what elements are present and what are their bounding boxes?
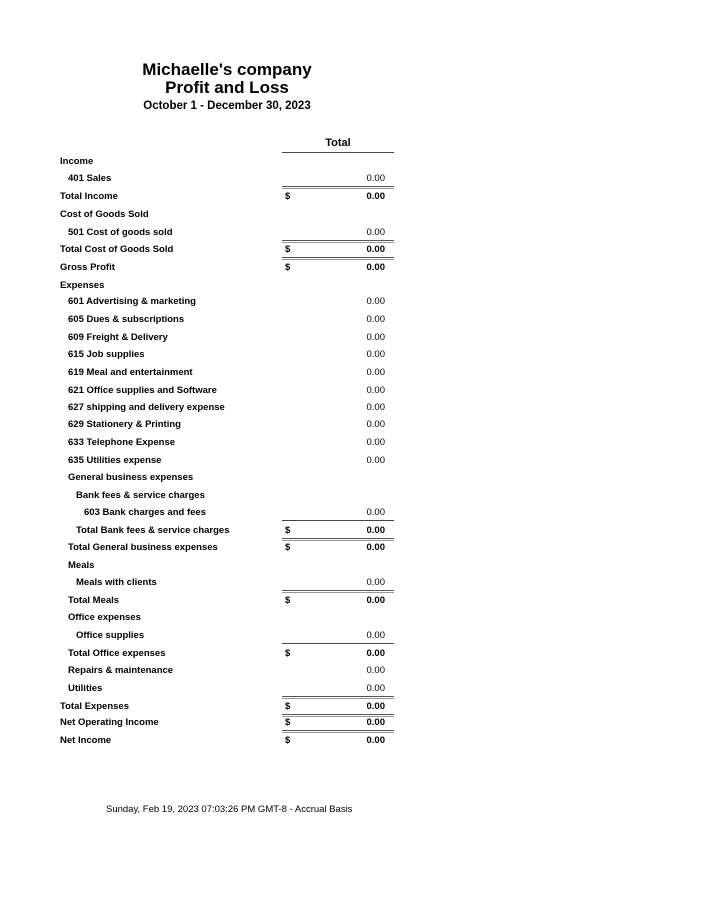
report-footer: Sunday, Feb 19, 2023 07:03:26 PM GMT-8 - Accrual Basis	[106, 804, 353, 815]
currency-symbol: $	[285, 717, 291, 728]
row-label: 627 shipping and delivery expense	[68, 402, 225, 413]
row-label: 629 Stationery & Printing	[68, 419, 181, 430]
row-amount: 0.00	[366, 507, 385, 518]
row-label: Net Income	[60, 735, 112, 746]
row-label: Expenses	[60, 280, 105, 291]
line-row	[0, 454, 714, 468]
row-amount: 0.00	[366, 227, 385, 238]
line-row	[0, 331, 714, 345]
line-row	[0, 576, 714, 590]
row-label: Gross Profit	[60, 262, 115, 273]
total-row	[0, 716, 714, 730]
row-label: 633 Telephone Expense	[68, 437, 176, 448]
line-row	[0, 682, 714, 696]
row-amount: 0.00	[366, 437, 385, 448]
row-amount: 0.00	[366, 542, 385, 553]
row-label: Office expenses	[68, 612, 141, 623]
section-row	[0, 208, 714, 222]
line-row	[0, 348, 714, 362]
section-row	[0, 471, 714, 485]
single-rule	[282, 520, 394, 521]
row-amount: 0.00	[366, 191, 385, 202]
company-name: Michaelle's company	[142, 60, 312, 79]
line-row	[0, 401, 714, 415]
row-amount: 0.00	[366, 735, 385, 746]
line-row	[0, 295, 714, 309]
row-amount: 0.00	[366, 630, 385, 641]
row-label: Total General business expenses	[68, 542, 218, 553]
row-amount: 0.00	[366, 419, 385, 430]
report-title: Profit and Loss	[165, 78, 289, 97]
row-label: 501 Cost of goods sold	[68, 227, 173, 238]
row-label: Total Office expenses	[68, 648, 166, 659]
row-label: 609 Freight & Delivery	[68, 332, 168, 343]
row-amount: 0.00	[366, 648, 385, 659]
row-amount: 0.00	[366, 349, 385, 360]
row-amount: 0.00	[366, 262, 385, 273]
row-amount: 0.00	[366, 244, 385, 255]
line-row	[0, 384, 714, 398]
double-rule	[282, 186, 394, 189]
row-label: Total Expenses	[60, 701, 129, 712]
currency-symbol: $	[285, 191, 291, 202]
row-label: Repairs & maintenance	[68, 665, 174, 676]
line-row	[0, 418, 714, 432]
row-label: 605 Dues & subscriptions	[68, 314, 185, 325]
row-amount: 0.00	[366, 314, 385, 325]
currency-symbol: $	[285, 701, 291, 712]
row-amount: 0.00	[366, 332, 385, 343]
total-row	[0, 243, 714, 257]
row-amount: 0.00	[366, 577, 385, 588]
currency-symbol: $	[285, 542, 291, 553]
line-row	[0, 366, 714, 380]
line-row	[0, 313, 714, 327]
row-amount: 0.00	[366, 525, 385, 536]
section-row	[0, 155, 714, 169]
report-period: October 1 - December 30, 2023	[143, 100, 311, 112]
row-amount: 0.00	[366, 385, 385, 396]
currency-symbol: $	[285, 735, 291, 746]
row-label: Utilities	[68, 683, 103, 694]
total-row	[0, 700, 714, 714]
total-row	[0, 524, 714, 538]
section-row	[0, 559, 714, 573]
row-label: 601 Advertising & marketing	[68, 296, 196, 307]
row-label: Office supplies	[76, 630, 145, 641]
row-amount: 0.00	[366, 701, 385, 712]
row-label: Income	[60, 156, 94, 167]
row-amount: 0.00	[366, 402, 385, 413]
double-rule	[282, 257, 394, 260]
row-label: Total Cost of Goods Sold	[60, 244, 174, 255]
row-amount: 0.00	[366, 717, 385, 728]
row-label: Total Meals	[68, 595, 120, 606]
row-amount: 0.00	[366, 367, 385, 378]
section-row	[0, 489, 714, 503]
total-row	[0, 541, 714, 555]
section-row	[0, 279, 714, 293]
currency-symbol: $	[285, 595, 291, 606]
row-label: 603 Bank charges and fees	[84, 507, 206, 518]
line-row	[0, 506, 714, 520]
row-label: General business expenses	[68, 472, 194, 483]
total-row	[0, 594, 714, 608]
total-row	[0, 261, 714, 275]
line-row	[0, 629, 714, 643]
column-header-total: Total	[282, 137, 394, 153]
total-row	[0, 734, 714, 748]
row-label: 635 Utilities expense	[68, 455, 162, 466]
line-row	[0, 226, 714, 240]
row-amount: 0.00	[366, 173, 385, 184]
row-label: Meals	[68, 560, 95, 571]
section-row	[0, 611, 714, 625]
row-label: Net Operating Income	[60, 717, 159, 728]
row-label: Total Bank fees & service charges	[76, 525, 230, 536]
double-rule	[282, 590, 394, 593]
currency-symbol: $	[285, 262, 291, 273]
line-row	[0, 172, 714, 186]
row-label: 615 Job supplies	[68, 349, 145, 360]
row-label: Cost of Goods Sold	[60, 209, 149, 220]
double-rule	[282, 696, 394, 699]
total-row	[0, 190, 714, 204]
row-label: Bank fees & service charges	[76, 490, 205, 501]
line-row	[0, 436, 714, 450]
row-amount: 0.00	[366, 683, 385, 694]
double-rule	[282, 730, 394, 733]
single-rule	[282, 643, 394, 644]
currency-symbol: $	[285, 525, 291, 536]
row-amount: 0.00	[366, 296, 385, 307]
row-label: Meals with clients	[76, 577, 157, 588]
row-label: Total Income	[60, 191, 118, 202]
currency-symbol: $	[285, 244, 291, 255]
row-label: 619 Meal and entertainment	[68, 367, 193, 378]
row-amount: 0.00	[366, 665, 385, 676]
row-amount: 0.00	[366, 595, 385, 606]
currency-symbol: $	[285, 648, 291, 659]
total-row	[0, 647, 714, 661]
row-label: 401 Sales	[68, 173, 112, 184]
row-label: 621 Office supplies and Software	[68, 385, 217, 396]
row-amount: 0.00	[366, 455, 385, 466]
line-row	[0, 664, 714, 678]
